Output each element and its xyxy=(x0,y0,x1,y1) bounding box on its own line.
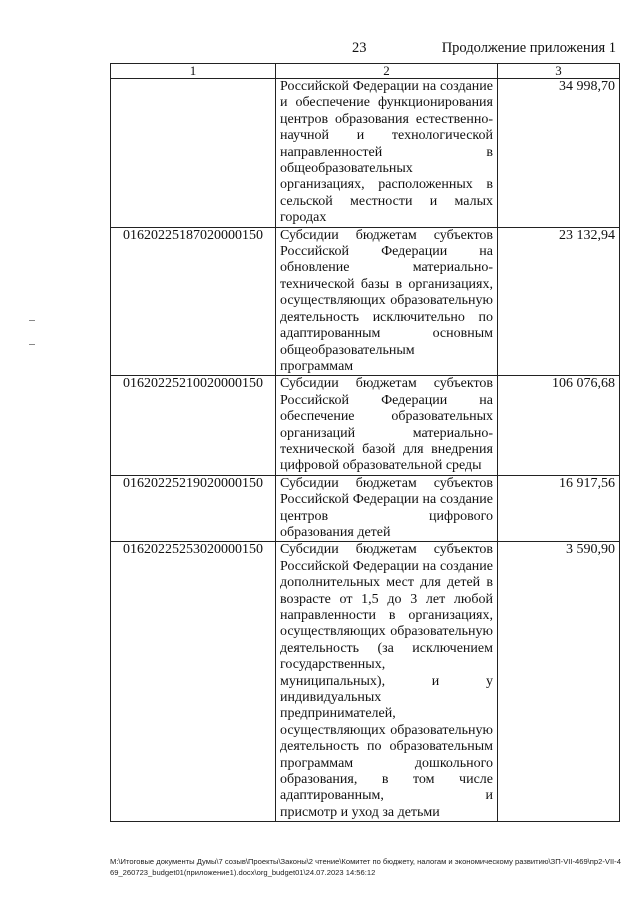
row-amount: 16 917,56 xyxy=(498,475,620,542)
row-code xyxy=(111,79,276,228)
margin-mark xyxy=(29,320,35,321)
row-description-text: Субсидии бюджетам субъектов Российской Федерации на обеспечение образовательных организаций материально-технической базой для внедрения xyxy=(280,376,493,457)
table-row xyxy=(111,376,620,475)
column-header-1: 1 xyxy=(111,64,276,79)
row-description-text: Субсидии бюджетам субъектов Российской Федерации на создание дополнительных мест для детей в возрасте от 1,5 до 3 лет любой направленности в организациях, осуществляющих образовательную деятельность (за исключением государственных, муниципальных), и у индивидуальных предпринимателей, осуществляющих образовательную деятельность по образовательным программам дошкольного образования, в том числе адаптированным, и xyxy=(280,542,493,804)
footer-file-path: М:\Итоговые документы Думы\7 созыв\Проекты\Законы\2 чтение\Комитет по бюджету, налогам и экономическому развитию\ЗП-VII-469\пр2-VII-469_260723_budget01(приложение1).docx\org_budget01\24.07.2023 14:56:12 xyxy=(110,857,621,877)
row-description-text: Субсидии бюджетам субъектов Российской Федерации на создание центров цифрового xyxy=(280,475,493,524)
row-description-last-line: цифровой образовательной среды xyxy=(280,458,482,474)
row-code: 01620225187020000150 xyxy=(111,227,276,376)
row-amount: 3 590,90 xyxy=(498,542,620,822)
margin-mark xyxy=(29,344,35,345)
row-description-last-line: присмотр и уход за детьми xyxy=(280,804,440,820)
column-header-2: 2 xyxy=(276,64,498,79)
row-description xyxy=(276,542,498,822)
row-description-last-line: городах xyxy=(280,210,327,226)
row-description-text: Российской Федерации на создание и обеспечение функционирования центров образования естественно-научной и технологической направленностей в общеобразовательных организациях, расположенных в сельской местности и малых xyxy=(280,79,493,209)
row-description xyxy=(276,79,498,228)
row-amount: 106 076,68 xyxy=(498,376,620,475)
page-number: 23 xyxy=(352,40,367,56)
table-row xyxy=(111,227,620,376)
row-amount: 34 998,70 xyxy=(498,79,620,228)
continuation-heading: Продолжение приложения 1 xyxy=(441,40,616,56)
budget-table xyxy=(110,63,620,822)
row-description xyxy=(276,227,498,376)
row-description xyxy=(276,376,498,475)
row-description xyxy=(276,475,498,542)
row-code: 01620225253020000150 xyxy=(111,542,276,822)
table-row xyxy=(111,79,620,228)
row-amount: 23 132,94 xyxy=(498,227,620,376)
row-description-text: Субсидии бюджетам субъектов Российской Федерации на обновление материально-технической базы в организациях, осуществляющих образовательную деятельность исключительно по адаптированным основным общеобразовательным xyxy=(280,227,493,358)
table-row xyxy=(111,475,620,542)
row-code: 01620225210020000150 xyxy=(111,376,276,475)
column-header-3: 3 xyxy=(498,64,620,79)
table-row xyxy=(111,542,620,822)
column-number-row xyxy=(111,64,620,79)
row-description-last-line: программам xyxy=(280,358,354,374)
row-code: 01620225219020000150 xyxy=(111,475,276,542)
row-description-last-line: образования детей xyxy=(280,524,391,540)
